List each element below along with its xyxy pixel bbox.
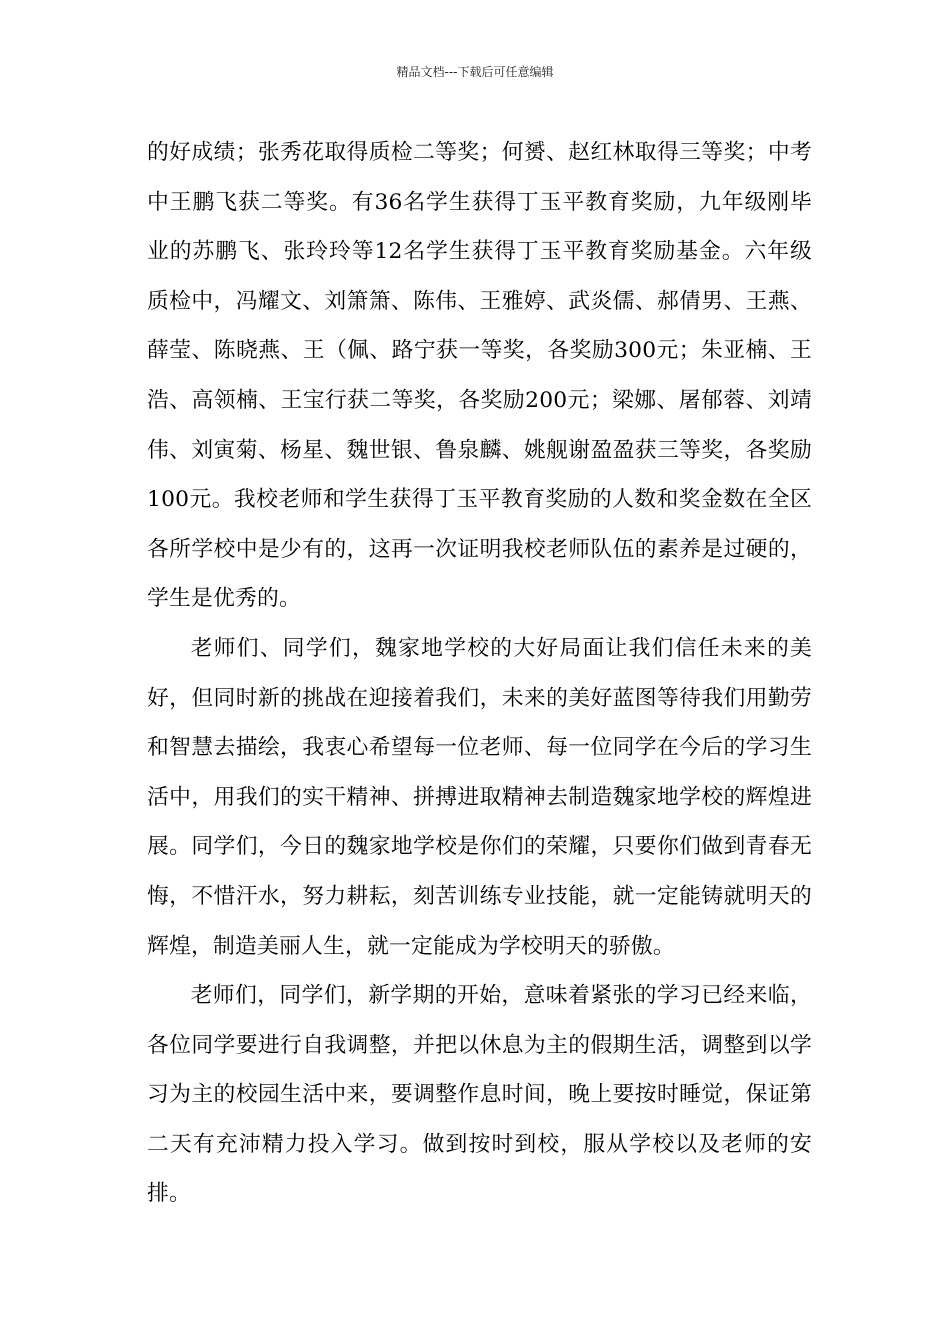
paragraph-1: 的好成绩；张秀花取得质检二等奖；何赟、赵红林取得三等奖；中考中王鹏飞获二等奖。有36名学生获得丁玉平教育奖励，九年级刚毕业的苏鹏飞、张玲玲等12名学生获得丁玉平教育奖励基金。六年级质检中，冯耀文、刘箫箫、陈伟、王雅婷、武炎儒、郝倩男、王燕、薛莹、陈晓燕、王（佩、路宁获一等奖，各奖励300元；朱亚楠、王浩、高领楠、王宝行获二等奖，各奖励200元；梁娜、屠郁蓉、刘靖伟、刘寅菊、杨星、魏世银、鲁泉麟、姚舰谢盈盈获三等奖，各奖励100元。我校老师和学生获得丁玉平教育奖励的人数和奖金数在全区各所学校中是少有的，这再一次证明我校老师队伍的素养是过硬的，学生是优秀的。	[147, 140, 812, 612]
paragraph-3: 老师们，同学们，新学期的开始，意味着紧张的学习已经来临，各位同学要进行自我调整，并把以休息为主的假期生活，调整到以学习为主的校园生活中来，要调整作息时间，晚上要按时睡觉，保证第二天有充沛精力投入学习。做到按时到校，服从学校以及老师的安排。	[147, 983, 812, 1207]
paragraph-2: 老师们、同学们，魏家地学校的大好局面让我们信任未来的美好，但同时新的挑战在迎接着我们，未来的美好蓝图等待我们用勤劳和智慧去描绘，我衷心希望每一位老师、每一位同学在今后的学习生活中，用我们的实干精神、拼搏进取精神去制造魏家地学校的辉煌进展。同学们，今日的魏家地学校是你们的荣耀，只要你们做到青春无悔，不惜汗水，努力耕耘，刻苦训练专业技能，就一定能铸就明天的辉煌，制造美丽人生，就一定能成为学校明天的骄傲。	[147, 635, 812, 959]
page-header: 精品文档---下载后可任意编辑	[396, 65, 554, 79]
document-body	[147, 128, 812, 1219]
